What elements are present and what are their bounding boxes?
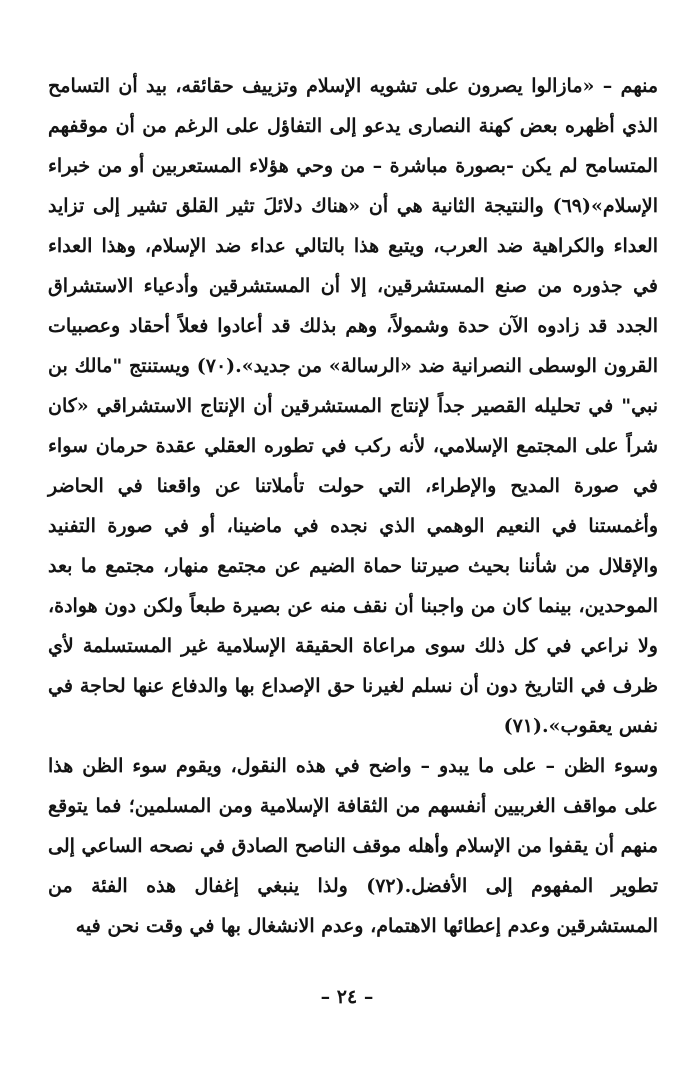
page-number: – ٢٤ – — [320, 986, 374, 1008]
body-paragraph: وسوء الظن – على ما يبدو – واضح في هذه النقول، ويقوم سوء الظن هذا على مواقف الغربيين أنفسهم من الثقافة الإسلامية ومن المسلمين؛ فما يتوقع منهم أن يقفوا من الإسلام وأهله موقف الناصح الصادق في نصحه الساعي إلى تطوير المفهوم إلى الأفضل.(٧٢) ولذا ينبغي إغفال هذه الفئة من المستشرقين وعدم إعطائها الاهتمام، وعدم الانشغال بها في وقت نحن فيه — [48, 755, 658, 937]
page-body — [48, 66, 658, 946]
body-paragraph: منهم – «مازالوا يصرون على تشويه الإسلام وتزييف حقائقه، بيد أن التسامح الذي أظهره بعض كهنة النصارى يدعو إلى التفاؤل على الرغم من أن موقفهم المتسامح لم يكن -بصورة مباشرة – من وحي هؤلاء المستعربين أو من خبراء الإسلام»(٦٩) والنتيجة الثانية هي أن «هناك دلائلَ تثير القلق تشير إلى تزايد العداء والكراهية ضد العرب، ويتبع هذا بالتالي عداء ضد الإسلام، وهذا العداء في جذوره من صنع المستشرقين، إلا أن المستشرقين وأدعياء الاستشراق الجدد قد زادوه الآن حدة وشمولاً، وهم بذلك قد أعادوا فعلاً أحقاد وعصبيات القرون الوسطى النصرانية ضد «الرسالة» من جديد».(٧٠) ويستنتج "مالك بن نبي" في تحليله القصير جداً لإنتاج المستشرقين أن الإنتاج الاستشراقي «كان شراً على المجتمع الإسلامي، لأنه ركب في تطوره العقلي عقدة حرمان سواء في صورة المديح والإطراء، التي حولت تأملاتنا عن واقعنا في الحاضر وأغمستنا في النعيم الوهمي الذي نجده في ماضينا، أو في صورة التفنيد والإقلال من شأننا بحيث صيرتنا حماة الضيم عن مجتمع منهار، مجتمع ما بعد الموحدين، بينما كان من واجبنا أن نقف منه عن بصيرة طبعاً ولكن دون هوادة، ولا نراعي في كل ذلك سوى مراعاة الحقيقة الإسلامية غير المستسلمة لأي ظرف في التاريخ دون أن نسلم لغيرنا حق الإصداع بها والدفاع عنها لحاجة في نفس يعقوب».(٧١) — [48, 75, 658, 737]
